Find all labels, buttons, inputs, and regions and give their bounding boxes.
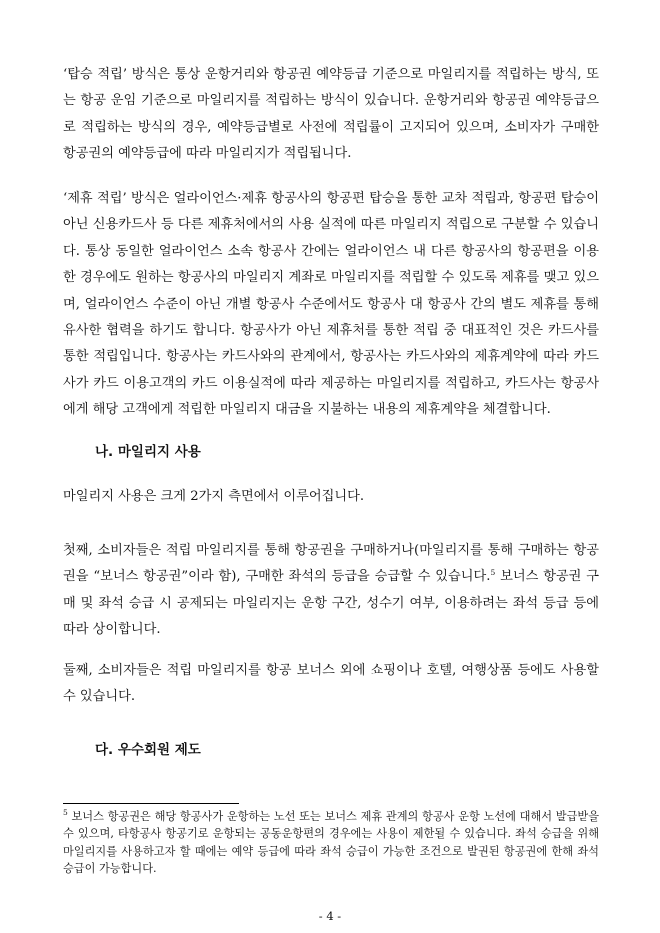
footnote-divider <box>63 803 239 804</box>
page-number: - 4 - <box>318 909 342 923</box>
footnote <box>63 808 599 877</box>
footnote-marker: 5 <box>63 808 68 817</box>
paragraph-second-use: 둘째, 소비자들은 적립 마일리지를 항공 보너스 외에 쇼핑이나 호텔, 여행상품 등에도 사용할 수 있습니다. <box>63 663 599 705</box>
paragraph-partner-accrual: ‘제휴 적립’ 방식은 얼라이언스·제휴 항공사의 항공편 탑승을 통한 교차 적립과, 항공편 탑승이 아닌 신용카드사 등 다른 제휴처에서의 사용 실적에 따른 마일리지 적립으로 구분할 수 있습니다. 통상 동일한 얼라이언스 소속 항공사 간에는 얼라이언스 내 다른 항공사의 항공편을 이용한 경우에도 원하는 항공사의 마일리지 계좌로 마일리지를 적립할 수 있도록 제휴를 맺고 있으며, 얼라이언스 수준이 아닌 개별 항공사 수준에서도 항공사 대 항공사 간의 별도 제휴를 통해 유사한 협력을 하기도 합니다. 항공사가 아닌 제휴처를 통한 적립 중 대표적인 것은 카드사를 통한 적립입니다. 항공사는 카드사와의 관계에서, 항공사는 카드사와의 제휴계약에 따라 카드사가 카드 이용고객의 카드 이용실적에 따라 제공하는 마일리지를 적립하고, 카드사는 항공사에게 해당 고객에게 적립한 마일리지 대금을 지불하는 내용의 제휴계약을 체결합니다. <box>63 191 599 418</box>
paragraph-first-use-text-cont: 보너스 항공권 구매 및 좌석 승급 시 공제되는 마일리지는 운항 구간, 성수기 여부, 이용하려는 좌석 등급 등에 따라 상이합니다. <box>63 569 600 638</box>
footnote-text: 보너스 항공권은 해당 항공사가 운항하는 노선 또는 보너스 제휴 관계의 항공사 운항 노선에 대해서 발급받을 수 있으며, 타항공사 항공기로 운항되는 공동운항편의 경우에는 사용이 제한될 수 있습니다. 좌석 승급을 위해 마일리지를 사용하고자 할 때에는 예약 등급에 따라 좌석 승급이 가능한 조건으로 발권된 항공권에 한해 좌석 승급이 가능합니다. <box>63 810 599 875</box>
paragraph-first-use-text: 첫째, 소비자들은 적립 마일리지를 통해 항공권을 구매하거나(마일리지를 통해 구매하는 항공권을 “보너스 항공권”이라 함), 구매한 좌석의 등급을 승급할 수 있습니다. <box>63 543 599 585</box>
footnote-reference[interactable]: 5 <box>490 568 496 578</box>
paragraph-first-use <box>63 538 599 644</box>
paragraph-boarding-accrual: ‘탑승 적립’ 방식은 통상 운항거리와 항공권 예약등급 기준으로 마일리지를 적립하는 방식, 또는 항공 운임 기준으로 마일리지를 적립하는 방식이 있습니다. 운항거리와 항공권 예약등급으로 적립하는 방식의 경우, 예약등급별로 사전에 적립률이 고지되어 있으며, 소비자가 구매한 항공권의 예약등급에 따라 마일리지가 적립됩니다. <box>63 67 599 162</box>
section-heading-loyalty-program: 다. 우수회원 제도 <box>95 742 201 758</box>
section-heading-mileage-use: 나. 마일리지 사용 <box>95 444 201 460</box>
paragraph-mileage-use-intro: 마일리지 사용은 크게 2가지 측면에서 이루어집니다. <box>63 489 365 504</box>
